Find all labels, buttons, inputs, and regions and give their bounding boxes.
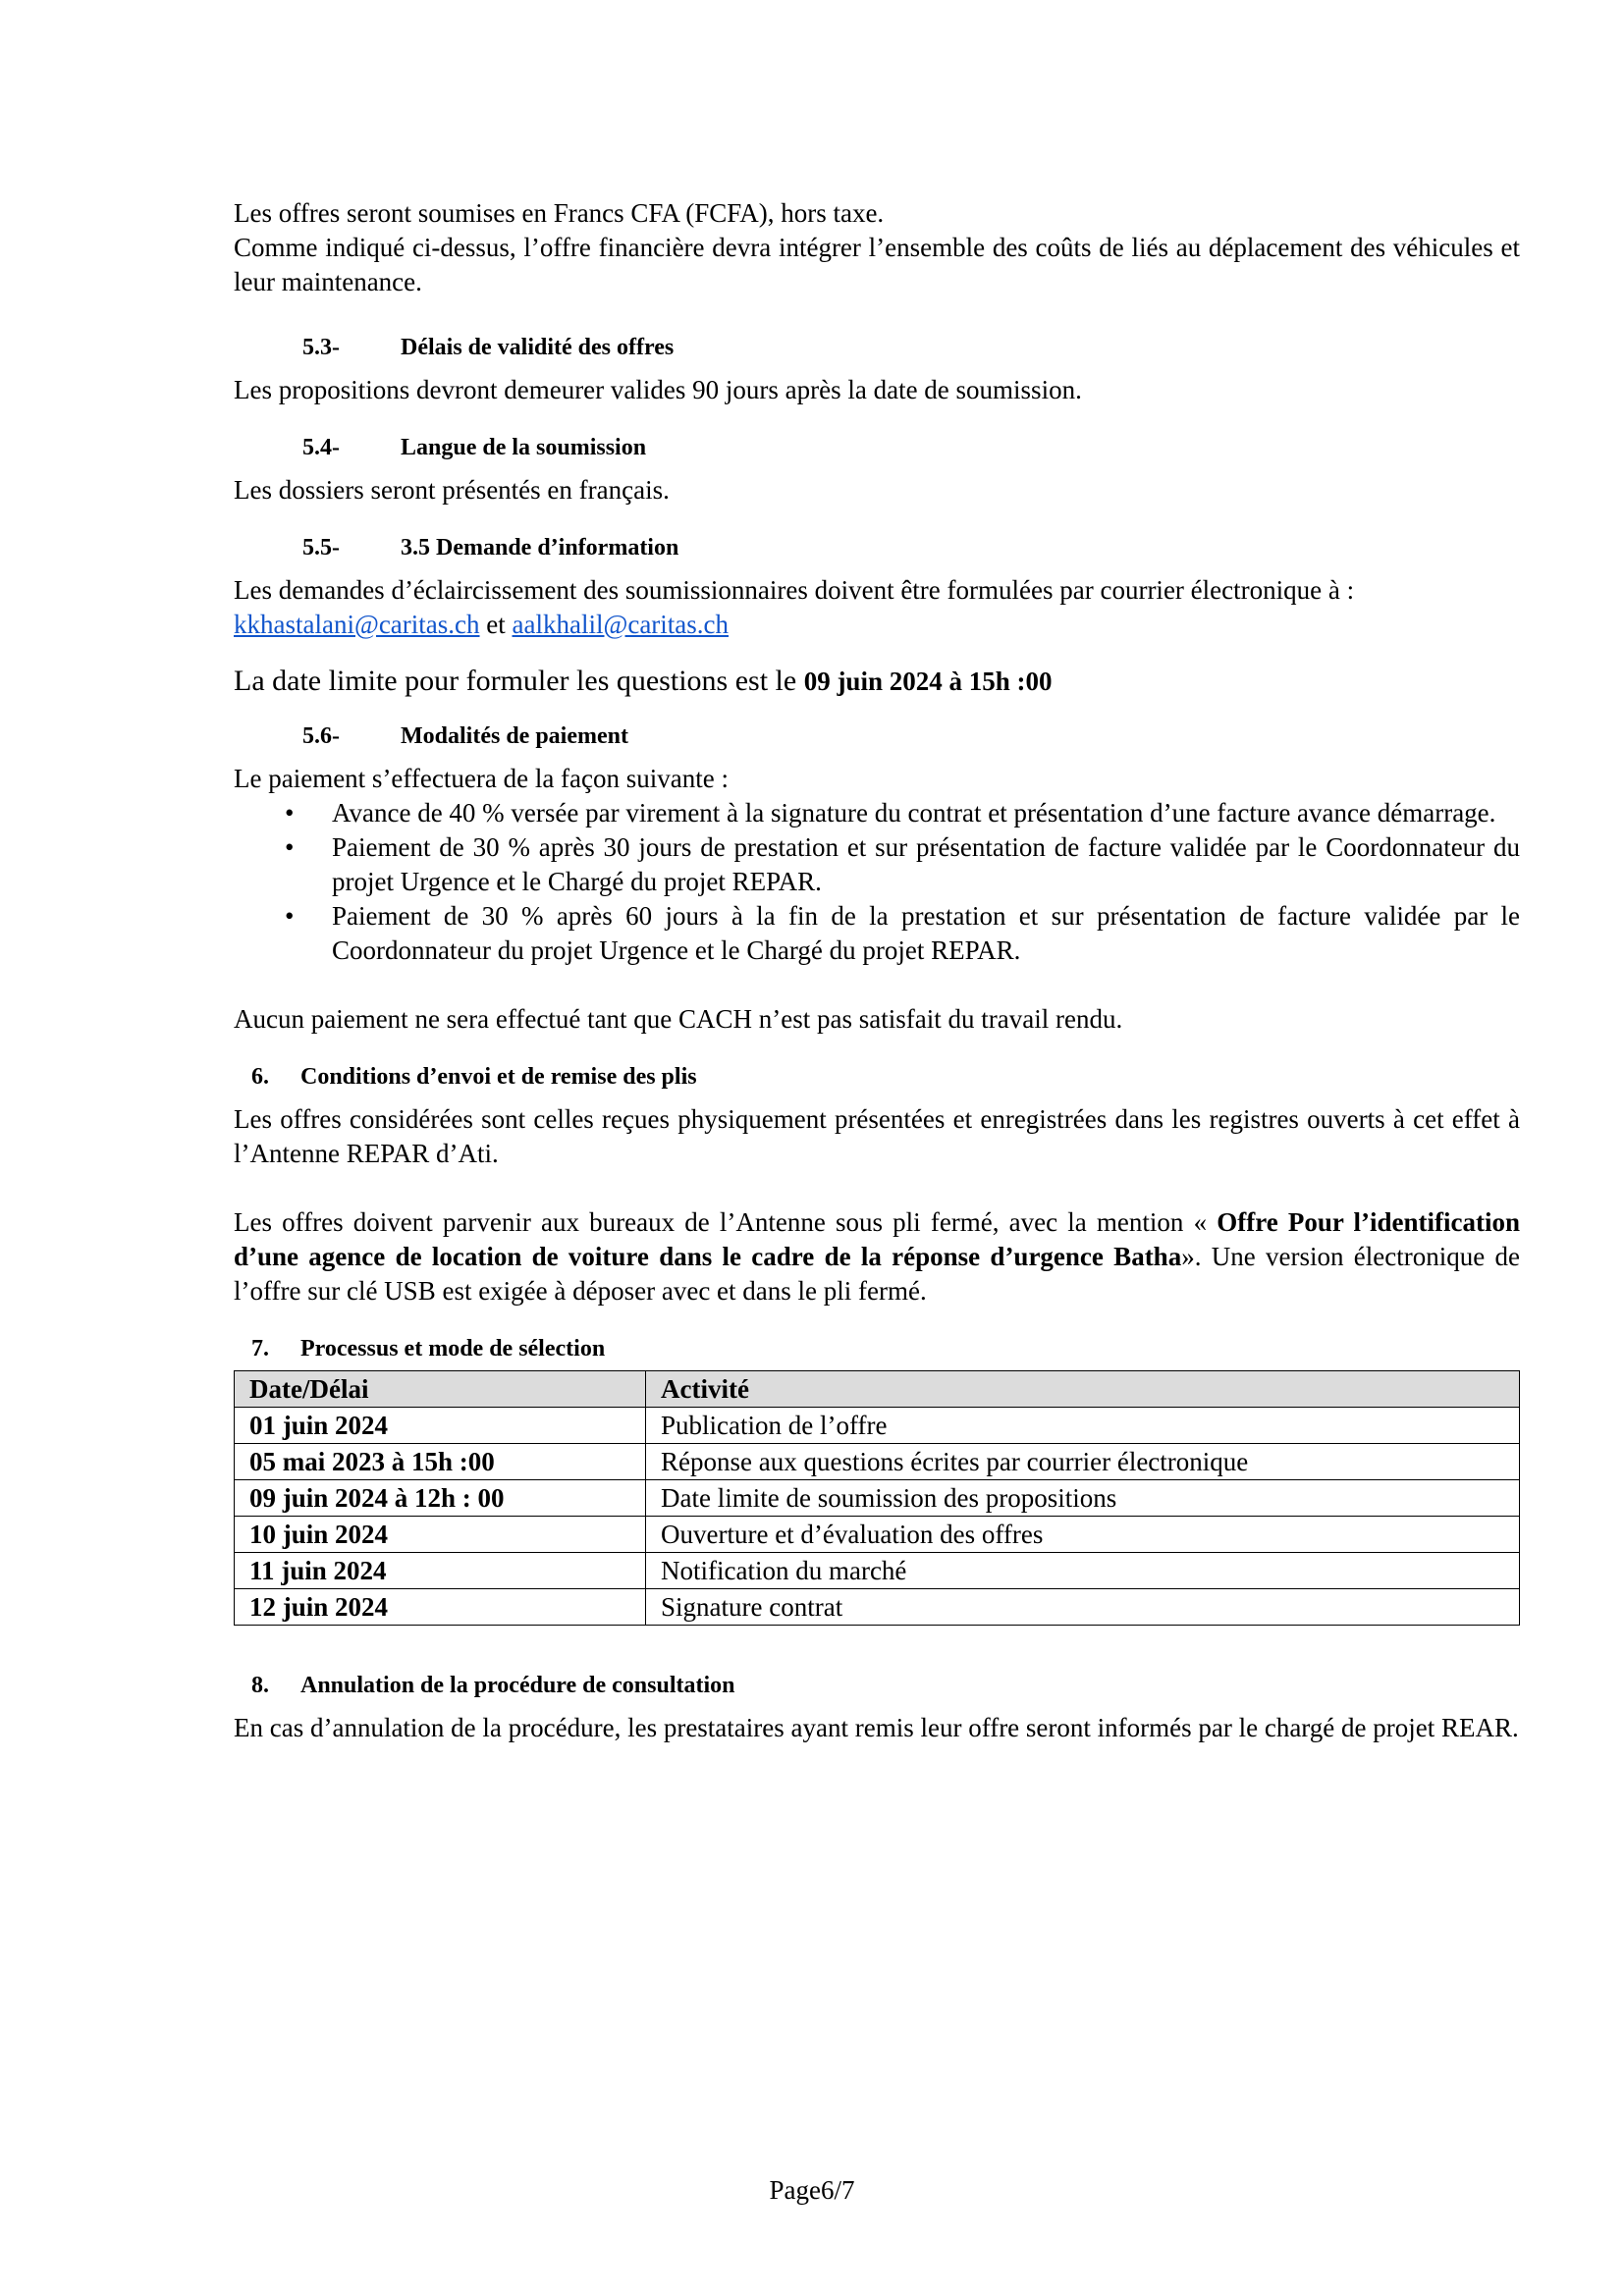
page-number: Page6/7 [769, 2175, 855, 2205]
heading-number: 6. [251, 1064, 269, 1090]
cell-date: 10 juin 2024 [235, 1517, 646, 1553]
heading-number: 5.5- [302, 535, 340, 561]
list-item-text: Avance de 40 % versée par virement à la signature du contrat et présentation d’une facture avance démarrage. [332, 798, 1496, 828]
list-item-text: Paiement de 30 % après 30 jours de prestation et sur présentation de facture validée par le Coordonnateur du projet Urgence et le Chargé du projet REPAR. [332, 832, 1520, 896]
cell-activity: Ouverture et d’évaluation des offres [646, 1517, 1520, 1553]
heading-number: 5.3- [302, 335, 340, 360]
cell-activity: Publication de l’offre [646, 1408, 1520, 1444]
heading-5-6 [234, 721, 1520, 752]
table-row [235, 1480, 1520, 1517]
emails-separator: et [479, 610, 513, 639]
email-link-2[interactable]: aalkhalil@caritas.ch [512, 610, 730, 639]
heading-6 [234, 1061, 1520, 1093]
deadline-prefix: La date limite pour formuler les questions est le [234, 665, 804, 697]
validity-text: Les propositions devront demeurer valides 90 jours après la date de soumission. [234, 375, 1082, 404]
list-item [234, 899, 1520, 968]
mention-prefix: Les offres doivent parvenir aux bureaux de l’Antenne sous pli fermé, avec la mention « [234, 1207, 1218, 1237]
heading-8 [234, 1670, 1520, 1701]
cell-activity: Notification du marché [646, 1553, 1520, 1589]
submission-conditions-text: Les offres considérées sont celles reçues physiquement présentées et enregistrées dans les registres ouverts à cet effet à l’Antenne REPAR d’Ati. [234, 1104, 1520, 1168]
submission-mention-text [234, 1205, 1520, 1308]
heading-number: 5.4- [302, 435, 340, 460]
document-body [234, 196, 1520, 1745]
cell-date: 05 mai 2023 à 15h :00 [235, 1444, 646, 1480]
schedule-table [234, 1370, 1520, 1626]
table-header-row [235, 1371, 1520, 1408]
heading-title: Conditions d’envoi et de remise des plis [300, 1064, 697, 1090]
bullet: • [285, 798, 295, 828]
info-request-text: Les demandes d’éclaircissement des soumissionnaires doivent être formulées par courrier électronique à : [234, 575, 1355, 605]
list-item [234, 830, 1520, 899]
questions-deadline [234, 662, 1520, 701]
list-item-text: Paiement de 30 % après 60 jours à la fin de la prestation et sur présentation de facture validée par le Coordonnateur du projet Urgence et le Chargé du projet REPAR. [332, 901, 1520, 965]
heading-number: 8. [251, 1673, 269, 1698]
email-link-1[interactable]: kkhastalani@caritas.ch [234, 610, 480, 639]
heading-7 [234, 1333, 1520, 1364]
cell-date: 09 juin 2024 à 12h : 00 [235, 1480, 646, 1517]
mention-bold: Offre Pour l’identification d’une agence de location de voiture dans le cadre de la réponse d’urgence Batha [234, 1207, 1520, 1271]
heading-5-3 [234, 332, 1520, 363]
bullet: • [285, 832, 295, 862]
cell-date: 01 juin 2024 [235, 1408, 646, 1444]
cell-activity: Signature contrat [646, 1589, 1520, 1626]
deadline-date: 09 juin 2024 à 15h :00 [803, 667, 1053, 696]
payment-closing: Aucun paiement ne sera effectué tant que CACH n’est pas satisfait du travail rendu. [234, 1004, 1123, 1034]
heading-title: Processus et mode de sélection [300, 1336, 606, 1362]
heading-5-4 [234, 432, 1520, 463]
intro-line-2: Comme indiqué ci-dessus, l’offre financière devra intégrer l’ensemble des coûts de liés au déplacement des véhicules et leur maintenance. [234, 233, 1520, 296]
language-text: Les dossiers seront présentés en français. [234, 475, 670, 505]
heading-title: Annulation de la procédure de consultation [300, 1673, 735, 1698]
intro-line-1: Les offres seront soumises en Francs CFA (FCFA), hors taxe. [234, 198, 885, 228]
table-row [235, 1444, 1520, 1480]
list-item [234, 796, 1520, 830]
table-row [235, 1408, 1520, 1444]
bullet: • [285, 901, 295, 931]
table-row [235, 1553, 1520, 1589]
heading-title: Délais de validité des offres [401, 335, 675, 360]
table-row [235, 1589, 1520, 1626]
heading-number: 5.6- [302, 723, 340, 749]
contact-emails [234, 608, 1520, 642]
cell-activity: Date limite de soumission des propositions [646, 1480, 1520, 1517]
payment-list [234, 796, 1520, 968]
column-header-date: Date/Délai [235, 1371, 646, 1408]
cell-activity: Réponse aux questions écrites par courrier électronique [646, 1444, 1520, 1480]
payment-intro: Le paiement s’effectuera de la façon suivante : [234, 764, 729, 793]
heading-title: Langue de la soumission [401, 435, 647, 460]
cell-date: 11 juin 2024 [235, 1553, 646, 1589]
heading-title: Modalités de paiement [401, 723, 628, 749]
heading-number: 7. [251, 1336, 269, 1362]
mention-suffix: ». Une version électronique de l’offre sur clé USB est exigée à déposer avec et dans le pli fermé. [234, 1242, 1520, 1306]
heading-title: 3.5 Demande d’information [401, 535, 679, 561]
cell-date: 12 juin 2024 [235, 1589, 646, 1626]
cancellation-text: En cas d’annulation de la procédure, les prestataires ayant remis leur offre seront informés par le chargé de projet REAR. [234, 1713, 1519, 1742]
table-row [235, 1517, 1520, 1553]
column-header-activity: Activité [646, 1371, 1520, 1408]
heading-5-5 [234, 532, 1520, 563]
